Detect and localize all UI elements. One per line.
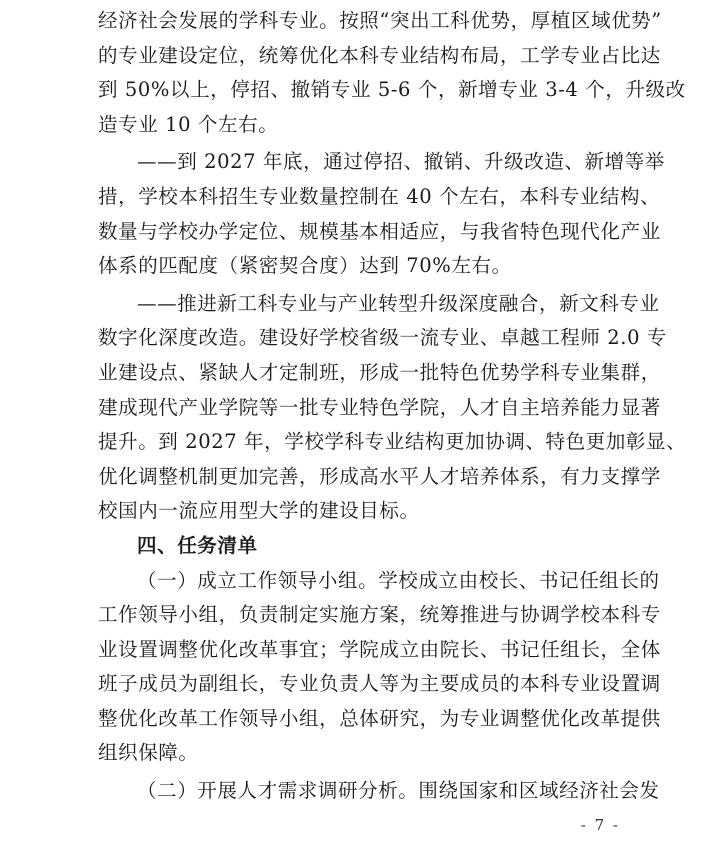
text-line: 措，学校本科招生专业数量控制在 40 个左右，本科专业结构、 [98, 184, 661, 208]
text-line: 建成现代产业学院等一批专业特色学院，人才自主培养能力显著 [98, 395, 661, 419]
paragraph-2027-target [98, 145, 665, 283]
text-line: 数量与学校办学定位、规模基本相适应，与我省特色现代化产业 [98, 219, 661, 243]
text-line: 到 50%以上，停招、撤销专业 5-6 个，新增专业 3-4 个，升级改 [98, 78, 686, 102]
text-line: 的专业建设定位，统筹优化本科专业结构布局，工学专业占比达 [98, 43, 661, 67]
page-number: - 7 - [580, 816, 620, 834]
text-line: 造专业 10 个左右。 [98, 112, 279, 136]
text-line: 经济社会发展的学科专业。按照“突出工科优势，厚植区域优势” [98, 9, 662, 32]
paragraph-task-2 [98, 774, 660, 809]
text-line: 提升。到 2027 年，学校学科专业结构更加协调、特色更加彰显、 [98, 430, 687, 454]
text-line: 优化调整机制更加完善，形成高水平人才培养体系，有力支撑学 [98, 464, 661, 488]
text-line: （一）成立工作领导小组。学校成立由校长、书记任组长的 [137, 568, 660, 592]
text-line: 数字化深度改造。建设好学校省级一流专业、卓越工程师 2.0 专 [98, 326, 668, 350]
text-line: 校国内一流应用型大学的建设目标。 [98, 499, 420, 523]
text-line: 业建设点、紧缺人才定制班，形成一批特色优势学科专业集群， [98, 360, 661, 384]
text-line: ——推进新工科专业与产业转型升级深度融合，新文科专业 [137, 291, 660, 315]
text-line: 组织保障。 [98, 741, 199, 765]
text-line: 整优化改革工作领导小组，总体研究，为专业调整优化改革提供 [98, 706, 661, 730]
text-line: 工作领导小组，负责制定实施方案，统筹推进与协调学校本科专 [98, 603, 661, 627]
text-line: 业设置调整优化改革事宜；学院成立由院长、书记任组长，全体 [98, 637, 661, 661]
paragraph-discipline-positioning [98, 4, 686, 142]
paragraph-task-1 [98, 564, 661, 772]
paragraph-new-engineering [98, 287, 687, 529]
section-heading: 四、任务清单 [137, 533, 258, 557]
text-line: （二）开展人才需求调研分析。围绕国家和区域经济社会发 [137, 779, 660, 803]
text-line: ——到 2027 年底，通过停招、撤销、升级改造、新增等举 [137, 150, 665, 174]
text-line: 体系的匹配度（紧密契合度）达到 70%左右。 [98, 254, 512, 278]
text-line: 班子成员为副组长，专业负责人等为主要成员的本科专业设置调 [98, 672, 661, 696]
